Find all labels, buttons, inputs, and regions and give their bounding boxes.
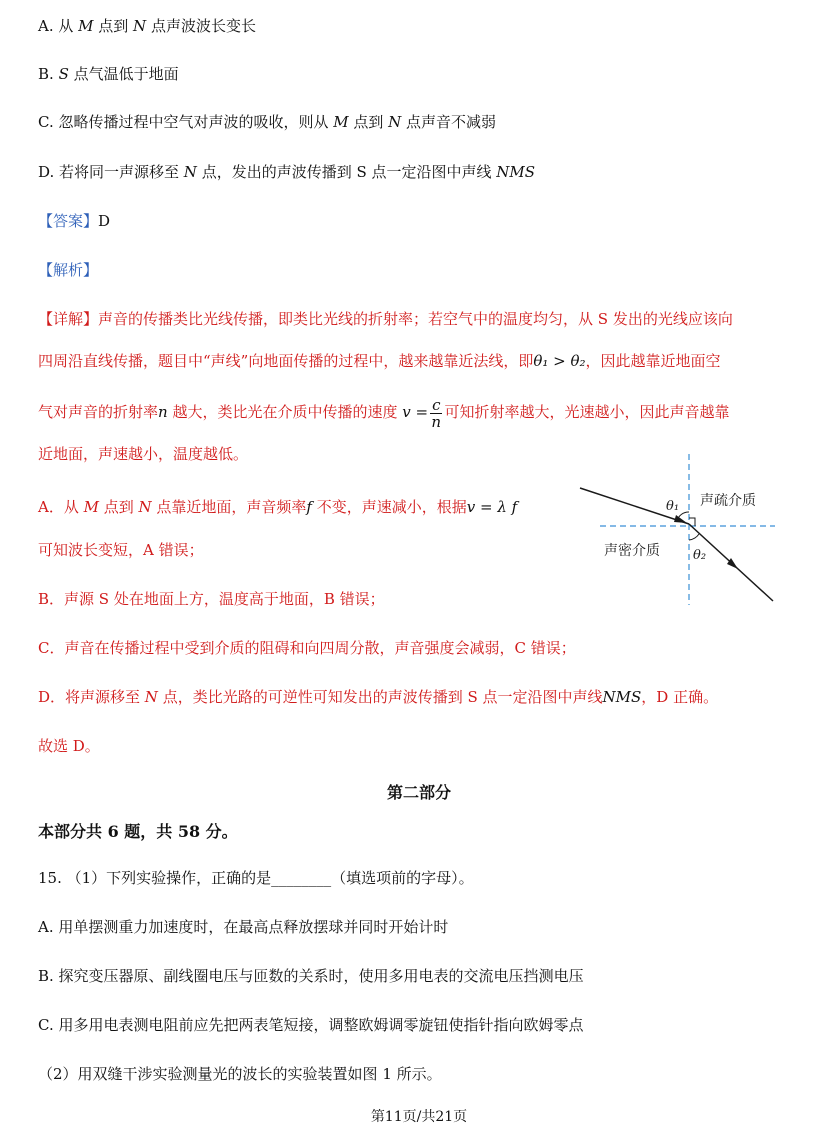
detail-text-1: 声音的传播类比光线传播，即类比光线的折射率；若空气中的温度均匀，从 S 发出的光线应该向 — [98, 310, 733, 328]
velocity-v: v = — [402, 403, 429, 421]
theta1-label: θ₁ — [666, 499, 680, 514]
conclusion: 故选 D。 — [38, 737, 100, 755]
point-n: N — [388, 113, 402, 131]
option-c-suffix: 点声音不减弱 — [401, 113, 497, 131]
detail-text-3a: 气对声音的折射率 — [38, 403, 159, 421]
explain-a-mid: 点到 — [98, 498, 139, 516]
point-n: N — [133, 17, 147, 35]
point-n: N — [138, 498, 152, 516]
q15-option-b: B. 探究变压器原、副线圈电压与匝数的关系时，使用多用电表的交流电压挡测电压 — [38, 967, 584, 985]
point-s: S — [58, 65, 69, 83]
fraction-denominator: n — [431, 412, 442, 431]
lower-medium-label: 声密介质 — [604, 543, 660, 559]
explain-a-line-2: 可知波长变短，A 错误； — [38, 541, 204, 559]
detail-text-2a: 四周沿直线传播，题目中“声线”向地面传播的过程中，越来越靠近法线，即 — [38, 352, 534, 370]
detail-text-2b: ，因此越靠近地面空 — [585, 352, 721, 370]
refractive-index-n: n — [158, 403, 168, 421]
detail-line-1 — [38, 309, 733, 329]
q15-stem: 15. （1）下列实验操作，正确的是________（填选项前的字母）。 — [38, 869, 474, 887]
explain-a-line-1 — [38, 497, 517, 517]
frequency-f: f — [306, 498, 312, 516]
fraction-c-over-n — [430, 397, 442, 430]
option-c-mid: 点到 — [348, 113, 389, 131]
explain-a-rest2: 不变，声速减小，根据 — [311, 498, 467, 516]
option-a — [38, 16, 256, 36]
wave-formula: v = λ f — [466, 498, 518, 516]
section-title: 第二部分 — [386, 783, 451, 802]
section-summary: 本部分共 6 题，共 58 分。 — [38, 822, 238, 841]
option-d-prefix: D. 若将同一声源移至 — [38, 163, 184, 181]
option-d — [38, 162, 535, 182]
page-footer: 第11页/共21页 — [370, 1109, 468, 1125]
option-b-suffix: 点气温低于地面 — [68, 65, 179, 83]
answer-value: D — [98, 212, 111, 230]
theta2-arc — [689, 534, 699, 540]
option-b-prefix: B. — [38, 65, 59, 83]
option-a-suffix: 点声波波长变长 — [146, 17, 256, 35]
theta2-label: θ₂ — [693, 548, 707, 563]
q15-option-c: C. 用多用电表测电阻前应先把两表笔短接，调整欧姆调零旋钮使指针指向欧姆零点 — [38, 1016, 584, 1034]
q15-option-a: A. 用单摆测重力加速度时，在最高点释放摆球并同时开始计时 — [38, 918, 449, 936]
detail-line-4: 近地面，声速越小，温度越低。 — [38, 445, 249, 463]
q15-part-2: （2）用双缝干涉实验测量光的波长的实验装置如图 1 所示。 — [38, 1065, 442, 1083]
explain-b: B．声源 S 处在地面上方，温度高于地面，B 错误； — [38, 590, 385, 608]
detail-text-3c: 可知折射率越大，光速越小，因此声音越靠 — [444, 403, 730, 421]
answer-tag: 【答案】 — [38, 212, 99, 230]
explain-a-rest: 点靠近地面，声音频率 — [151, 498, 307, 516]
theta-inequality: θ₁ > θ₂ — [533, 352, 586, 370]
detail-line-2 — [38, 351, 721, 371]
explain-a-prefix: A．从 — [38, 498, 84, 516]
detail-line-3 — [38, 395, 729, 430]
refraction-diagram — [570, 452, 785, 607]
point-n: N — [144, 688, 158, 706]
option-c-prefix: C. 忽略传播过程中空气对声波的吸收，则从 — [38, 113, 334, 131]
explain-d — [38, 687, 718, 707]
explain-c: C．声音在传播过程中受到介质的阻碍和向四周分散，声音强度会减弱，C 错误； — [38, 639, 576, 657]
option-a-prefix: A. 从 — [38, 17, 79, 35]
ray-nms: NMS — [602, 688, 642, 706]
option-c — [38, 112, 496, 132]
detail-text-3b: 越大，类比光在介质中传播的速度 — [167, 403, 398, 421]
explain-d-prefix: D．将声源移至 — [38, 688, 145, 706]
detail-tag: 【详解】 — [38, 310, 99, 328]
option-a-mid: 点到 — [93, 17, 134, 35]
explain-d-mid: 点，类比光路的可逆性可知发出的声波传播到 S 点一定沿图中声线 — [157, 688, 603, 706]
upper-medium-label: 声疏介质 — [700, 493, 756, 509]
incident-arrowhead — [674, 515, 687, 523]
answer-line — [38, 211, 110, 231]
option-b — [38, 64, 179, 84]
explain-d-suffix: ，D 正确。 — [641, 688, 719, 706]
point-m: M — [333, 113, 349, 131]
point-n: N — [183, 163, 197, 181]
option-d-mid: 点，发出的声波传播到 S 点一定沿图中声线 — [196, 163, 497, 181]
point-m: M — [83, 498, 99, 516]
analysis-tag: 【解析】 — [38, 261, 99, 279]
ray-nms: NMS — [496, 163, 536, 181]
point-m: M — [78, 17, 94, 35]
fraction-numerator: c — [432, 395, 441, 414]
